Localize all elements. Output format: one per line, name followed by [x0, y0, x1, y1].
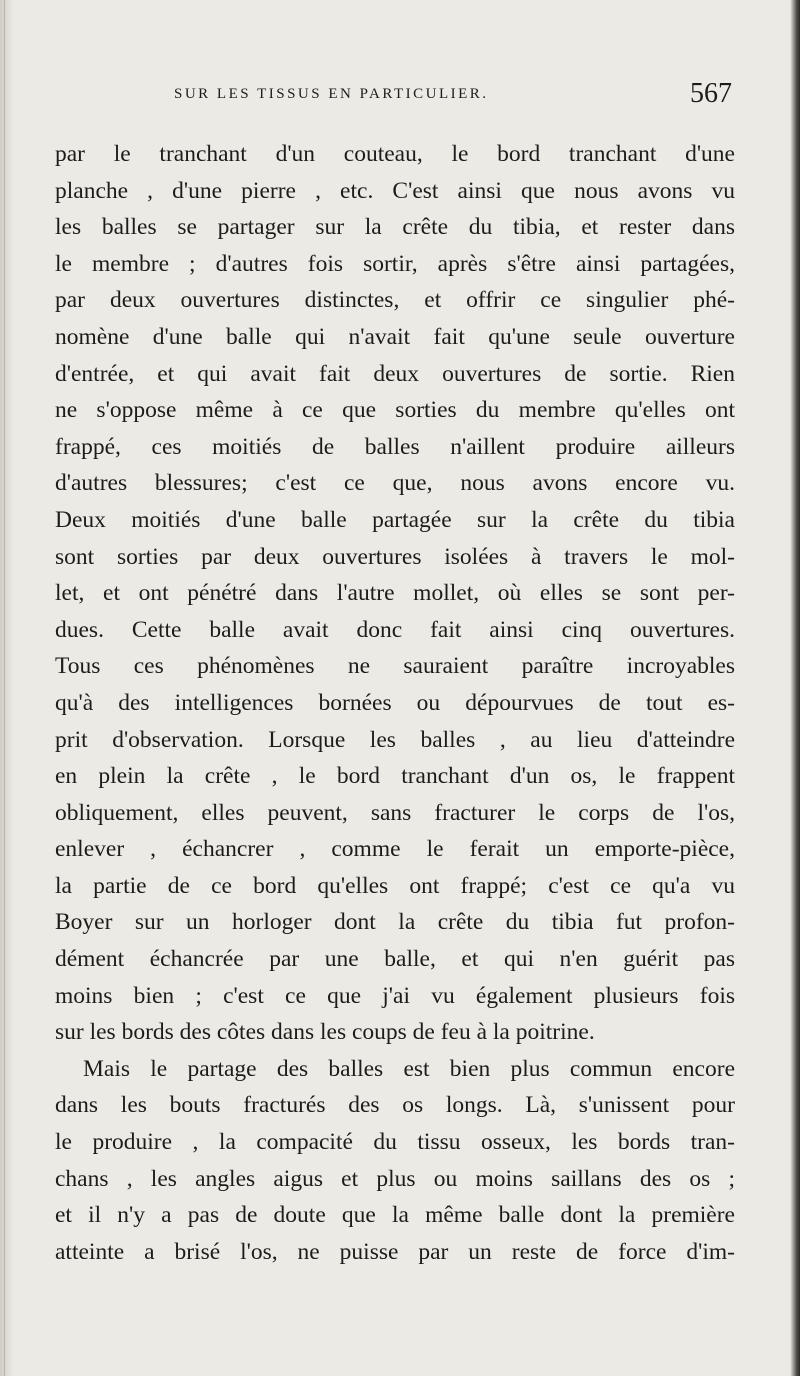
text-line: par le tranchant d'un couteau, le bord tranchant d'une [55, 141, 735, 167]
running-head: SUR LES TISSUS EN PARTICULIER. [174, 86, 489, 102]
text-line: atteinte a brisé l'os, ne puisse par un reste de force d'im- [55, 1238, 735, 1265]
text-line: ne s'oppose même à ce que sorties du membre qu'elles ont [55, 397, 735, 424]
text-line: les balles se partager sur la crête du tibia, et rester dans [55, 214, 735, 241]
text-line: obliquement, elles peuvent, sans fracturer le corps de l'os, [55, 799, 735, 826]
text-line: Mais le partage des balles est bien plus commun encore [83, 1055, 735, 1082]
text-line: let, et ont pénétré dans l'autre mollet, où elles se sont per- [55, 580, 735, 607]
text-line: sur les bords des côtes dans les coups de feu à la poitrine. [55, 1019, 595, 1046]
text-line: Tous ces phénomènes ne sauraient paraître incroyables [55, 653, 735, 680]
text-line: prit d'observation. Lorsque les balles , au lieu d'atteindre [55, 726, 735, 753]
text-line: en plein la crête , le bord tranchant d'un os, le frappent [55, 763, 735, 790]
text-line: la partie de ce bord qu'elles ont frappé; c'est ce qu'a vu [55, 872, 735, 899]
text-line: qu'à des intelligences bornées ou dépourvues de tout es- [55, 689, 735, 716]
page-left-margin [0, 0, 14, 1376]
page-header [60, 78, 734, 118]
page-right-edge-shadow [790, 0, 800, 1376]
page-number: 567 [690, 78, 732, 109]
text-line: le membre ; d'autres fois sortir, après s'être ainsi partagées, [55, 250, 735, 277]
body-text [55, 136, 735, 1270]
text-line: moins bien ; c'est ce que j'ai vu également plusieurs fois [55, 982, 735, 1009]
text-line: sont sorties par deux ouvertures isolées à travers le mol- [55, 543, 735, 570]
text-line: nomène d'une balle qui n'avait fait qu'une seule ouverture [55, 323, 735, 350]
text-line: planche , d'une pierre , etc. C'est ainsi que nous avons vu [55, 177, 735, 204]
text-line: par deux ouvertures distinctes, et offrir ce singulier phé- [55, 287, 735, 314]
text-line: Deux moitiés d'une balle partagée sur la crête du tibia [55, 506, 735, 533]
text-line: dans les bouts fracturés des os longs. Là, s'unissent pour [55, 1092, 735, 1119]
text-line: dues. Cette balle avait donc fait ainsi cinq ouvertures. [55, 616, 735, 643]
text-line: frappé, ces moitiés de balles n'aillent produire ailleurs [55, 433, 735, 460]
text-line: Boyer sur un horloger dont la crête du tibia fut profon- [55, 909, 735, 936]
text-line: d'autres blessures; c'est ce que, nous avons encore vu. [55, 470, 735, 497]
text-line: enlever , échancrer , comme le ferait un emporte-pièce, [55, 836, 735, 863]
text-line: et il n'y a pas de doute que la même balle dont la première [55, 1202, 735, 1229]
text-line: le produire , la compacité du tissu osseux, les bords tran- [55, 1129, 735, 1156]
text-line: dément échancrée par une balle, et qui n'en guérit pas [55, 946, 735, 973]
text-line: chans , les angles aigus et plus ou moins saillans des os ; [55, 1165, 735, 1192]
text-line: d'entrée, et qui avait fait deux ouvertures de sortie. Rien [55, 360, 735, 387]
